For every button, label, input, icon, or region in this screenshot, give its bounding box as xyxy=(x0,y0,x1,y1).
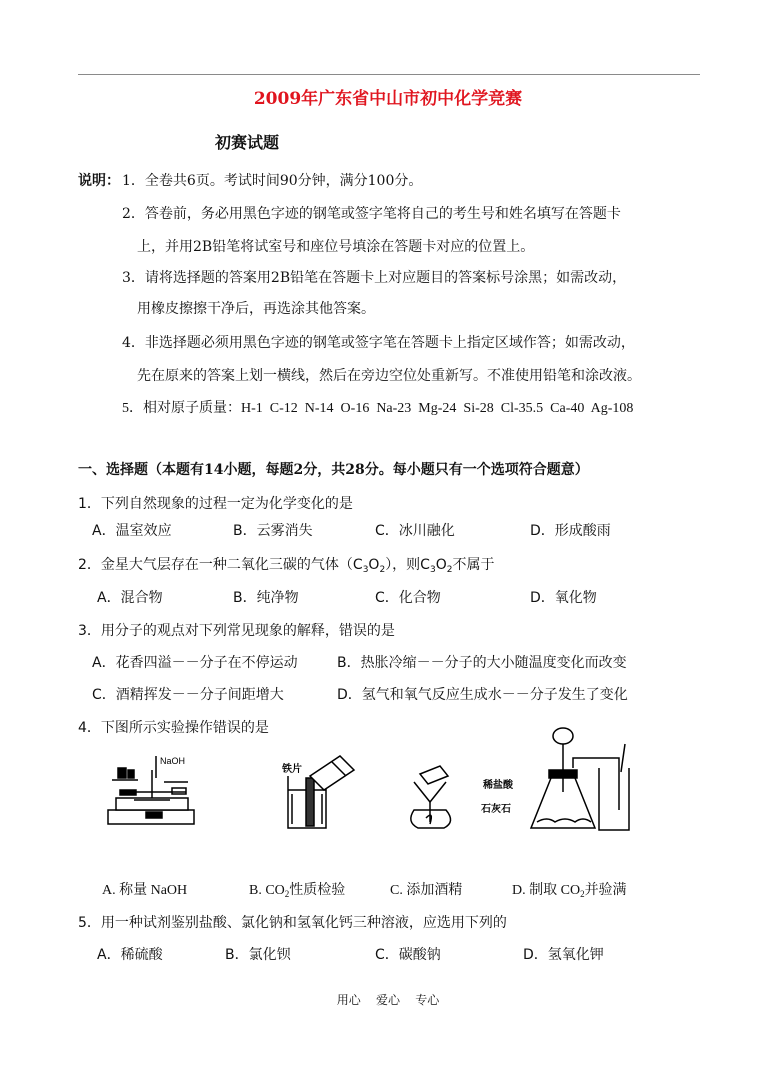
limestone-label: 石灰石 xyxy=(481,804,511,815)
q1-option-b: B．云雾消失 xyxy=(233,523,313,539)
q4-stem: 4．下图所示实验操作错误的是 xyxy=(78,720,269,736)
q1-option-c: C．冰川融化 xyxy=(375,523,455,539)
q5-option-a: A．稀硫酸 xyxy=(97,947,163,963)
q3-option-d: D．氢气和氧气反应生成水－－分子发生了变化 xyxy=(337,687,628,703)
q2-option-d: D．氧化物 xyxy=(530,590,597,606)
balance-figure xyxy=(100,752,200,832)
q1-option-d: D．形成酸雨 xyxy=(530,523,611,539)
instructions-label: 说明： xyxy=(78,173,120,189)
q2-option-b: B．纯净物 xyxy=(233,590,299,606)
instruction-3: 3．请将选择题的答案用2B铅笔在答题卡上对应题目的答案标号涂黑；如需改动， xyxy=(122,270,627,286)
instruction-5: 5．相对原子质量：H-1 C-12 N-14 O-16 Na-23 Mg-24 Si-28 Cl-35.5 Ca-40 Ag-108 xyxy=(122,401,634,416)
page-subtitle: 初赛试题 xyxy=(215,133,280,152)
naoh-label: NaOH xyxy=(160,756,186,766)
q5-stem: 5．用一种试剂鉴别盐酸、氯化钠和氢氧化钙三种溶液，应选用下列的 xyxy=(78,915,507,931)
instruction-4: 4．非选择题必须用黑色字迹的钢笔或签字笔在答题卡上指定区域作答；如需改动， xyxy=(122,335,635,351)
instruction-1: 1．全卷共6页。考试时间90分钟，满分100分。 xyxy=(122,173,423,189)
instruction-2: 2．答卷前，务必用黑色字迹的钢笔或签字笔将自己的考生号和姓名填写在答题卡 xyxy=(122,206,621,222)
q4-option-d: D. 制取 $CO_2$并验满 xyxy=(512,883,627,899)
iron-label: 铁片 xyxy=(282,764,302,775)
alcohol-lamp-figure xyxy=(400,762,470,834)
q4-option-c: C. 添加酒精 xyxy=(390,883,463,898)
q5-option-c: C．碳酸钠 xyxy=(375,947,441,963)
instruction-2-cont: 上，并用2B铅笔将试室号和座位号填涂在答题卡对应的位置上。 xyxy=(137,239,535,255)
q1-stem: 1．下列自然现象的过程一定为化学变化的是 xyxy=(78,496,353,512)
q2-stem: 2．金星大气层存在一种二氧化三碳的气体$(C_3O_2)$，则$C_3O_2$不属于 xyxy=(78,557,495,575)
instruction-3-cont: 用橡皮擦擦干净后，再选涂其他答案。 xyxy=(137,301,375,317)
q5-option-d: D．氢氧化钾 xyxy=(523,947,604,963)
page-footer: 用心 爱心 专心 xyxy=(336,993,440,1007)
q4-option-a: A. 称量 NaOH xyxy=(102,883,188,898)
header-rule xyxy=(78,74,700,75)
q5-option-b: B．氯化钡 xyxy=(225,947,291,963)
acid-label: 稀盐酸 xyxy=(483,780,513,791)
iron-beaker-figure xyxy=(270,752,370,832)
section-heading: 一、选择题（本题有14小题，每题2分，共28分。每小题只有一个选项符合题意） xyxy=(78,462,589,478)
page-title: 2009年广东省中山市初中化学竞赛 xyxy=(253,89,523,109)
q1-option-a: A．温室效应 xyxy=(92,523,172,539)
co2-apparatus-figure xyxy=(475,722,635,834)
q3-option-c: C．酒精挥发－－分子间距增大 xyxy=(92,687,284,703)
q3-option-b: B．热胀冷缩－－分子的大小随温度变化而改变 xyxy=(337,655,627,671)
instruction-4-cont: 先在原来的答案上划一横线，然后在旁边空位处重新写。不准使用铅笔和涂改液。 xyxy=(137,368,641,384)
q3-stem: 3．用分子的观点对下列常见现象的解释，错误的是 xyxy=(78,623,395,639)
q2-option-a: A．混合物 xyxy=(97,590,163,606)
q4-option-b: B. $CO_2$性质检验 xyxy=(249,883,346,899)
q3-option-a: A．花香四溢－－分子在不停运动 xyxy=(92,655,298,671)
q2-option-c: C．化合物 xyxy=(375,590,441,606)
